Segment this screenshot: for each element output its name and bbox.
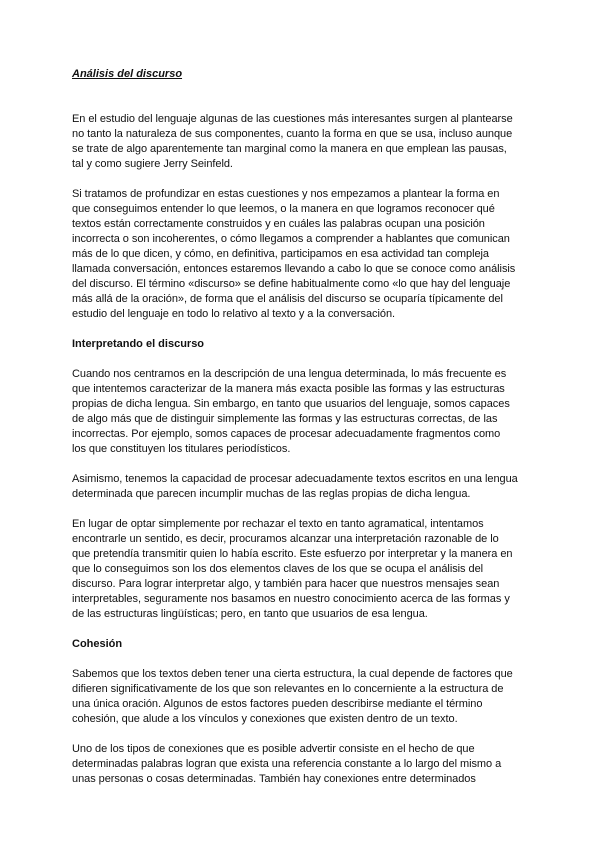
text-line: determinada que parecen incumplir muchas de las reglas propias de dicha lengua. <box>72 488 471 500</box>
text-line: textos están correctamente construidos y en cuáles las palabras ocupan una posición <box>72 218 485 230</box>
text-line: que lo conseguimos son los dos elementos claves de los que se ocupa el análisis del <box>72 563 484 575</box>
paragraph <box>72 112 530 172</box>
text-line: Asimismo, tenemos la capacidad de procesar adecuadamente textos escritos en una lengua <box>72 473 518 485</box>
text-line: En lugar de optar simplemente por rechazar el texto en tanto agramatical, intentamos <box>72 518 484 530</box>
text-line: del discurso. El término «discurso» se define habitualmente como «lo que hay del lenguaje <box>72 278 511 290</box>
paragraph <box>72 742 530 787</box>
text-line: propias de dicha lengua. Sin embargo, en tanto que usuarios del lenguaje, somos capaces <box>72 398 510 410</box>
text-line: En el estudio del lenguaje algunas de las cuestiones más interesantes surgen al plantearse <box>72 113 513 125</box>
paragraph <box>72 667 530 727</box>
text-line: los que constituyen los titulares periodísticos. <box>72 443 291 455</box>
document-title: Análisis del discurso <box>72 68 183 80</box>
text-line: más de lo que dicen, y cómo, en definitiva, participamos en esa actividad tan compleja <box>72 248 489 260</box>
text-line: que intentemos caracterizar de la manera más exacta posible las formas y las estructuras <box>72 383 505 395</box>
text-line: de las estructuras lingüísticas; pero, en tanto que usuarios de esa lengua. <box>72 608 428 620</box>
text-line: llamada conversación, entonces estaremos llevando a cabo lo que se conoce como análisis <box>72 263 516 275</box>
text-line: Cuando nos centramos en la descripción de una lengua determinada, lo más frecuente es <box>72 368 507 380</box>
text-line: no tanto la naturaleza de sus componentes, cuanto la forma en que se usa, incluso aunque <box>72 128 513 140</box>
text-line: que conseguimos entender lo que leemos, o la manera en que logramos reconocer qué <box>72 203 495 215</box>
section-cohesion <box>72 667 530 787</box>
text-line: Sabemos que los textos deben tener una cierta estructura, la cual depende de factores que <box>72 668 513 680</box>
text-line: discurso. Para lograr interpretar algo, y también para hacer que nuestros mensajes sean <box>72 578 500 590</box>
text-line: de algo más que de distinguir simplemente las formas y las estructuras correctas, de las <box>72 413 498 425</box>
paragraph <box>72 517 530 622</box>
text-line: interpretables, seguramente nos basamos en nuestro conocimiento acerca de las formas y <box>72 593 510 605</box>
text-line: una única oración. Algunos de estos factores pueden describirse mediante el término <box>72 698 483 710</box>
text-line: unas personas o cosas determinadas. También hay conexiones entre determinados <box>72 773 476 785</box>
section-interpretando <box>72 367 530 622</box>
text-line: estudio del lenguaje en todo lo relativo al texto y a la conversación. <box>72 308 396 320</box>
paragraph <box>72 472 530 502</box>
paragraph <box>72 367 530 457</box>
text-line: difieren significativamente de los que son relevantes en lo concerniente a la estructura de <box>72 683 504 695</box>
paragraph <box>72 187 530 322</box>
text-line: Uno de los tipos de conexiones que es posible advertir consiste en el hecho de que <box>72 743 475 755</box>
text-line: incorrecta o son incoherentes, o cómo llegamos a comprender a hablantes que comunican <box>72 233 510 245</box>
text-line: tal y como sugiere Jerry Seinfeld. <box>72 158 233 170</box>
text-line: cohesión, que alude a los vínculos y conexiones que existen dentro de un texto. <box>72 713 458 725</box>
section-intro <box>72 112 530 322</box>
text-line: incorrectas. Por ejemplo, somos capaces de procesar adecuadamente fragmentos como <box>72 428 501 440</box>
text-line: más allá de la oración», de forma que el análisis del discurso se ocuparía típicamente del <box>72 293 503 305</box>
text-line: se trate de algo aparentemente tan marginal como la manera en que emplean las pausas, <box>72 143 507 155</box>
section-heading-cohesion: Cohesión <box>72 638 123 650</box>
section-heading-interpretando: Interpretando el discurso <box>72 338 205 350</box>
text-line: que pretendía transmitir quien lo había escrito. Este esfuerzo por interpretar y la manera en <box>72 548 513 560</box>
text-line: determinadas palabras logran que exista una referencia constante a lo largo del mismo a <box>72 758 502 770</box>
text-line: Si tratamos de profundizar en estas cuestiones y nos empezamos a plantear la forma en <box>72 188 500 200</box>
text-line: encontrarle un sentido, es decir, procuramos alcanzar una interpretación razonable de lo <box>72 533 499 545</box>
